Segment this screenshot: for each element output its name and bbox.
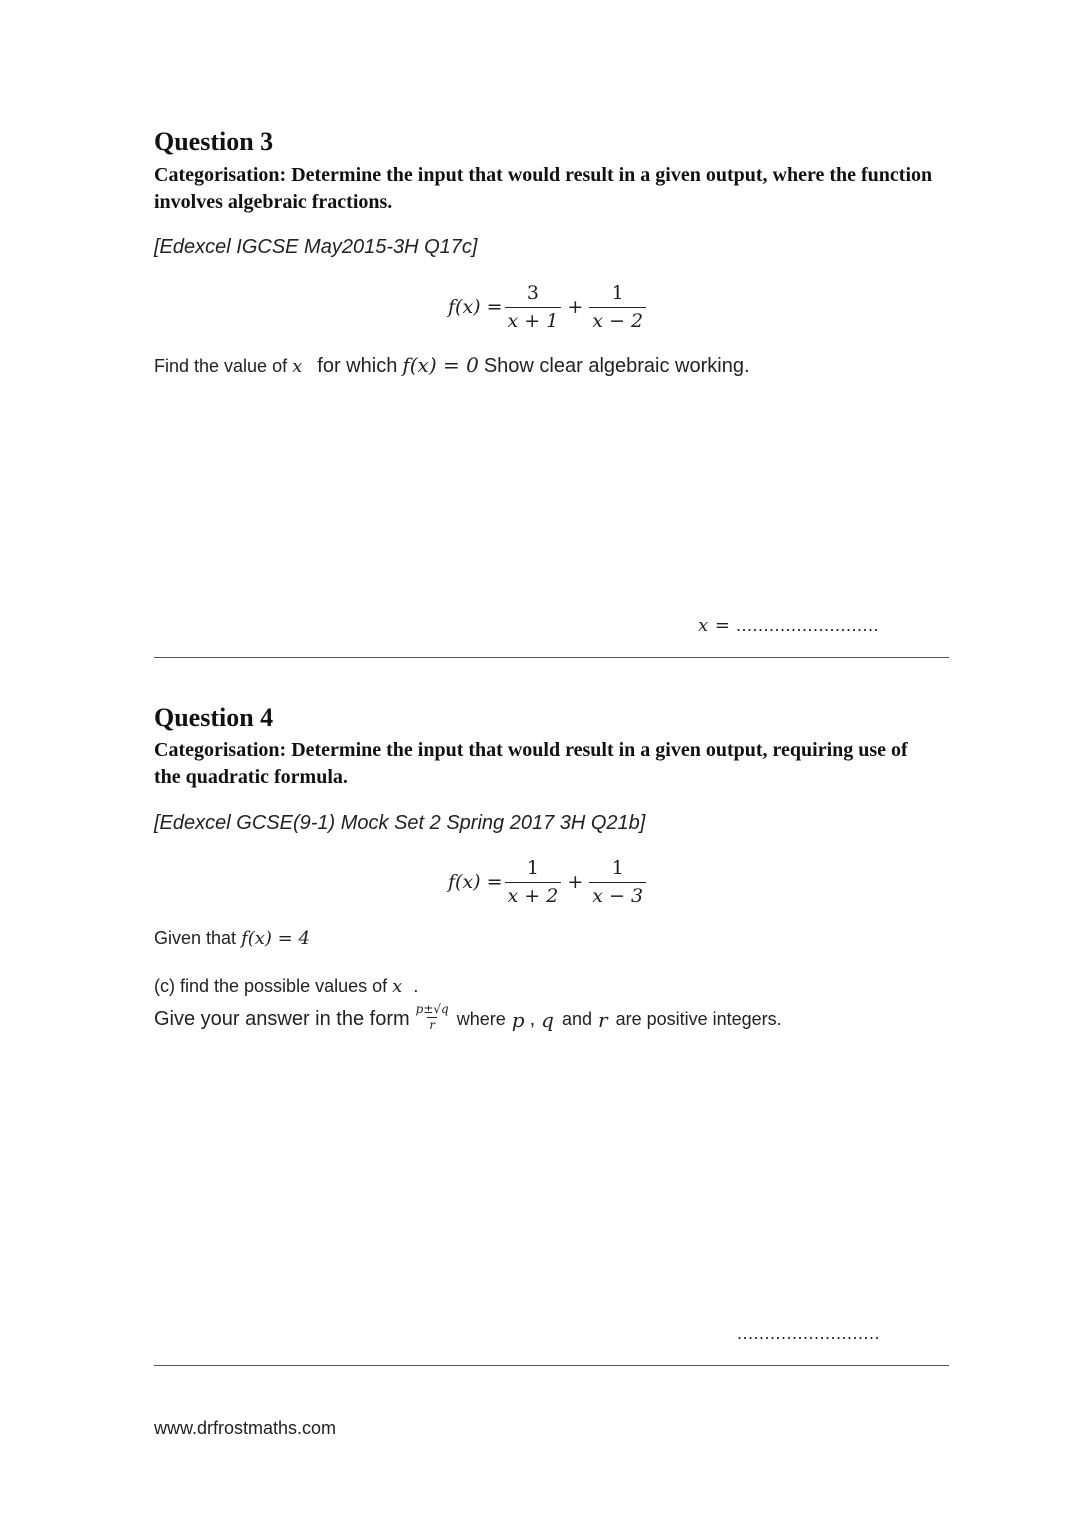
fraction-denominator: x + 2 xyxy=(505,882,562,907)
plus-sign: + xyxy=(567,296,584,318)
question-3-title: Question 3 xyxy=(154,127,274,156)
question-4-given xyxy=(154,928,310,949)
answer-dots: .......................... xyxy=(735,615,880,635)
question-4-categorisation: Categorisation: Determine the input that would result in a given output, requiring use of the quadratic formula. xyxy=(154,739,908,788)
form-comma: , xyxy=(529,1008,536,1030)
form-fraction xyxy=(414,1003,451,1032)
question-3-answer-line xyxy=(698,615,879,636)
form-var-p: p xyxy=(511,1007,525,1032)
equation-fraction-1 xyxy=(505,857,562,907)
prompt-text: Find the value of xyxy=(154,356,288,376)
equation-lhs: f(x) = xyxy=(448,871,503,893)
question-4-source: [Edexcel GCSE(9-1) Mock Set 2 Spring 2017 3H Q21b] xyxy=(154,812,646,834)
question-4-answer-line xyxy=(737,1323,880,1344)
prompt-text: for which xyxy=(317,355,398,377)
part-c-variable: x xyxy=(392,976,403,997)
question-3-categorisation: Categorisation: Determine the input that would result in a given output, where the function involves algebraic fractions. xyxy=(154,164,933,213)
question-3-source: [Edexcel IGCSE May2015-3H Q17c] xyxy=(154,236,478,258)
question-3-equation xyxy=(448,282,648,332)
form-end: are positive integers. xyxy=(615,1009,782,1029)
equation-fraction-2 xyxy=(589,282,646,332)
question-4-part-c xyxy=(154,976,418,997)
form-fraction-denominator: r xyxy=(429,1018,436,1032)
equation-fraction-2 xyxy=(589,857,646,907)
form-var-q: q xyxy=(541,1007,554,1032)
form-fraction-numerator: p±√q xyxy=(415,1002,449,1016)
section-divider xyxy=(154,657,949,658)
fraction-denominator: x − 3 xyxy=(589,882,646,907)
equation-lhs: f(x) = xyxy=(448,296,503,318)
footer-website: www.drfrostmaths.com xyxy=(154,1418,337,1438)
fraction-numerator: 1 xyxy=(611,282,624,304)
fraction-denominator: x − 2 xyxy=(589,307,646,332)
question-4-equation xyxy=(448,857,648,907)
form-text: Give your answer in the form xyxy=(154,1008,410,1030)
form-where: where xyxy=(456,1009,506,1029)
part-c-text: (c) find the possible values of xyxy=(154,976,388,996)
given-text: Given that xyxy=(154,928,237,948)
prompt-variable: x xyxy=(292,356,303,377)
question-4-form-instruction xyxy=(154,1002,782,1034)
form-var-r: r xyxy=(598,1007,608,1032)
section-divider xyxy=(154,1365,949,1366)
fraction-denominator: x + 1 xyxy=(505,307,562,332)
fraction-numerator: 3 xyxy=(526,282,539,304)
fraction-numerator: 1 xyxy=(526,857,539,879)
prompt-condition: f(x) = 0 xyxy=(402,353,479,377)
answer-dots: .......................... xyxy=(737,1323,881,1343)
part-c-period: . xyxy=(413,976,419,996)
equation-fraction-1 xyxy=(505,282,562,332)
question-4-title: Question 4 xyxy=(154,703,274,732)
form-and: and xyxy=(561,1009,592,1029)
given-condition: f(x) = 4 xyxy=(241,928,310,949)
plus-sign: + xyxy=(567,871,584,893)
question-3-prompt xyxy=(154,353,750,378)
fraction-numerator: 1 xyxy=(611,857,624,879)
answer-label: x = xyxy=(698,615,731,636)
prompt-instruction: Show clear algebraic working. xyxy=(483,355,750,377)
